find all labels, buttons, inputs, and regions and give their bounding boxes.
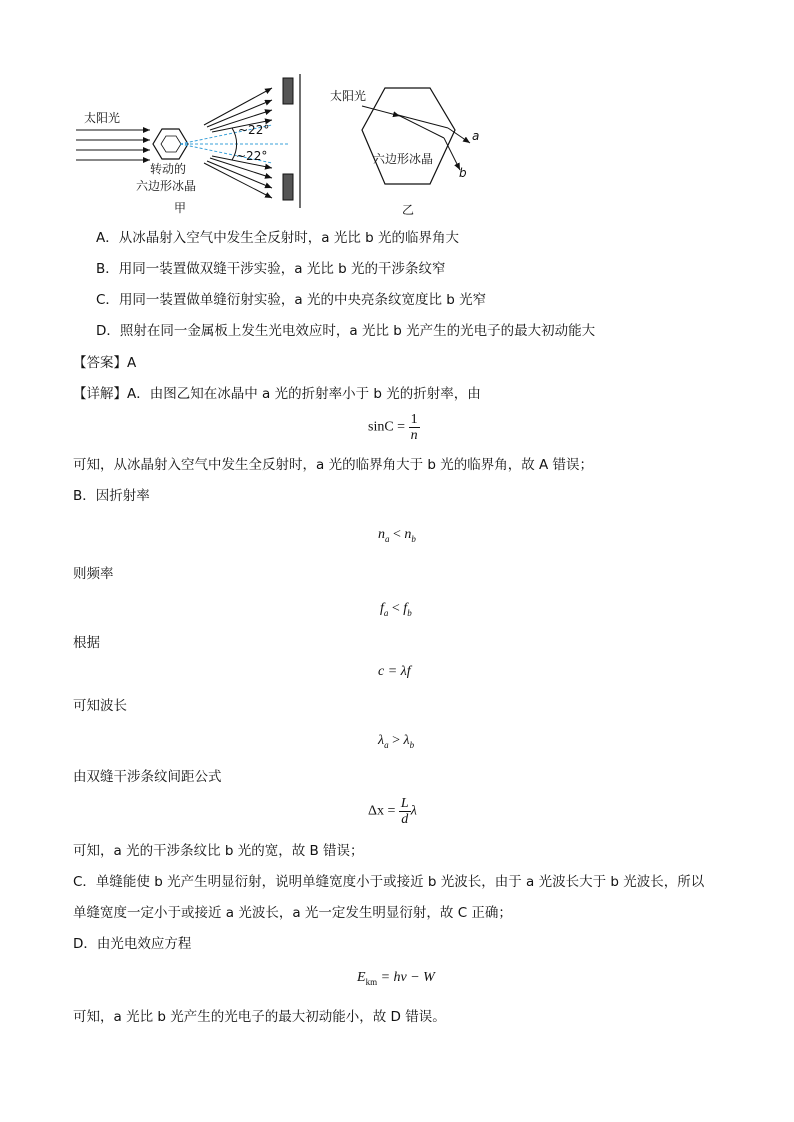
eq-sub: a: [385, 533, 390, 544]
exit-ray-a: [448, 128, 470, 143]
jia-crystal-label-2: 六边形冰晶: [136, 179, 197, 193]
option-c: [96, 291, 486, 309]
eq-fraction: [409, 412, 420, 443]
eq-fraction: [399, 796, 411, 827]
eq-sub: a: [383, 607, 389, 618]
eq-f-a: f: [380, 601, 384, 616]
exit-ray-b: [444, 138, 460, 170]
option-a: [96, 229, 459, 247]
upper-screen-spot: [283, 78, 293, 104]
scatter-dashed-lines: [180, 125, 290, 163]
eq-lambda-a: λ: [378, 733, 385, 748]
equation-delta-x: [368, 796, 417, 827]
eq-n-b: n: [404, 527, 412, 542]
equation-lambda-ineq: [378, 733, 414, 750]
option-letter: B．: [96, 261, 119, 277]
detail-b-freq: 则频率: [73, 566, 114, 582]
equation-n-ineq: [378, 527, 416, 544]
detail-b-formula-intro: 由双缝干涉条纹间距公式: [73, 769, 222, 785]
jia-caption: 甲: [174, 201, 187, 215]
eq-sub: km: [365, 976, 378, 987]
jia-crystal-label-1: 转动的: [150, 162, 187, 176]
answer-value: A: [127, 355, 137, 371]
yi-crystal-label: 六边形冰晶: [373, 152, 434, 166]
eq-f-b: f: [403, 601, 408, 616]
eq-sub: a: [384, 739, 389, 750]
detail-a-conclusion: 可知，从冰晶射入空气中发生全反射时，a 光的临界角大于 b 光的临界角，故 A 错误；: [73, 457, 594, 473]
ray-b-label: b: [459, 166, 467, 180]
detail-c-line1: C．单缝能使 b 光产生明显衍射，说明单缝宽度小于或接近 b 光波长，由于 a 光波长大于 b 光波长，所以: [73, 874, 705, 890]
jia-sunlight-label: 太阳光: [84, 111, 121, 125]
hexagon-inner: [161, 136, 181, 152]
equation-sinC: [368, 412, 420, 443]
option-b: [96, 260, 445, 278]
angle-bottom-label: ~22°: [236, 149, 268, 163]
optics-figure: [0, 0, 794, 225]
ray-a-label: a: [472, 129, 480, 143]
detail-label: 【详解】: [73, 386, 127, 402]
eq-op: >: [388, 733, 404, 748]
eq-den: n: [410, 428, 418, 443]
detail-b-intro: B．因折射率: [73, 488, 150, 504]
yi-caption: 乙: [402, 203, 415, 217]
detail-d-conclusion: 可知，a 光比 b 光产生的光电子的最大初动能小，故 D 错误。: [73, 1009, 446, 1025]
incoming-sun-rays: [76, 130, 150, 160]
detail-b-conclusion: 可知，a 光的干涉条纹比 b 光的宽，故 B 错误；: [73, 843, 364, 859]
eq-sub: b: [407, 607, 412, 618]
eq-lambda-b: λ: [403, 733, 410, 748]
figure-yi: [330, 88, 479, 217]
eq-n-a: n: [378, 527, 385, 542]
detail-d-intro: D．由光电效应方程: [73, 936, 192, 952]
answer-label: 【答案】: [73, 355, 127, 371]
option-text: 用同一装置做双缝干涉实验，a 光比 b 光的干涉条纹窄: [118, 261, 446, 277]
option-d: [96, 322, 595, 340]
eq-num: L: [400, 796, 409, 811]
eq-tail: λ: [410, 803, 417, 819]
incident-ray: [362, 106, 400, 116]
refracted-ray-b: [398, 115, 444, 138]
option-text: 从冰晶射入空气中发生全反射时，a 光比 b 光的临界角大: [118, 230, 459, 246]
eq-num: 1: [410, 412, 418, 427]
eq-lhs: Δx =: [368, 803, 396, 819]
eq-op: <: [388, 601, 404, 616]
eq-op: <: [389, 527, 405, 542]
refracted-ray-a: [398, 115, 448, 128]
detail-b-basis: 根据: [73, 635, 100, 651]
lower-screen-spot: [283, 174, 293, 200]
option-text: 用同一装置做单缝衍射实验，a 光的中央亮条纹宽度比 b 光窄: [118, 292, 487, 308]
detail-text: A．由图乙知在冰晶中 a 光的折射率小于 b 光的折射率，由: [127, 386, 481, 402]
eq-e: E: [357, 970, 366, 985]
option-letter: C．: [96, 292, 119, 308]
option-letter: D．: [96, 323, 120, 339]
answer-line: [73, 354, 136, 372]
equation-c-lambda-f: c = λf: [378, 664, 411, 679]
detail-b-wavelength: 可知波长: [73, 698, 127, 714]
detail-c-line2: 单缝宽度一定小于或接近 a 光波长，a 光一定发生明显衍射，故 C 正确；: [73, 905, 512, 921]
eq-sub: b: [411, 533, 416, 544]
detail-a-intro: [73, 385, 481, 403]
figure-jia: [76, 74, 300, 215]
option-letter: A．: [96, 230, 119, 246]
equation-f-ineq: [380, 601, 412, 618]
eq-sub: b: [409, 739, 415, 750]
eq-den: d: [401, 812, 409, 827]
angle-top-label: ~22°: [238, 123, 270, 137]
option-text: 照射在同一金属板上发生光电效应时，a 光比 b 光产生的光电子的最大初动能大: [119, 323, 596, 339]
yi-sunlight-label: 太阳光: [330, 89, 367, 103]
eq-rhs: = hν − W: [377, 970, 435, 985]
equation-photoelectric: [357, 970, 435, 987]
eq-lhs: sinC =: [368, 419, 406, 435]
